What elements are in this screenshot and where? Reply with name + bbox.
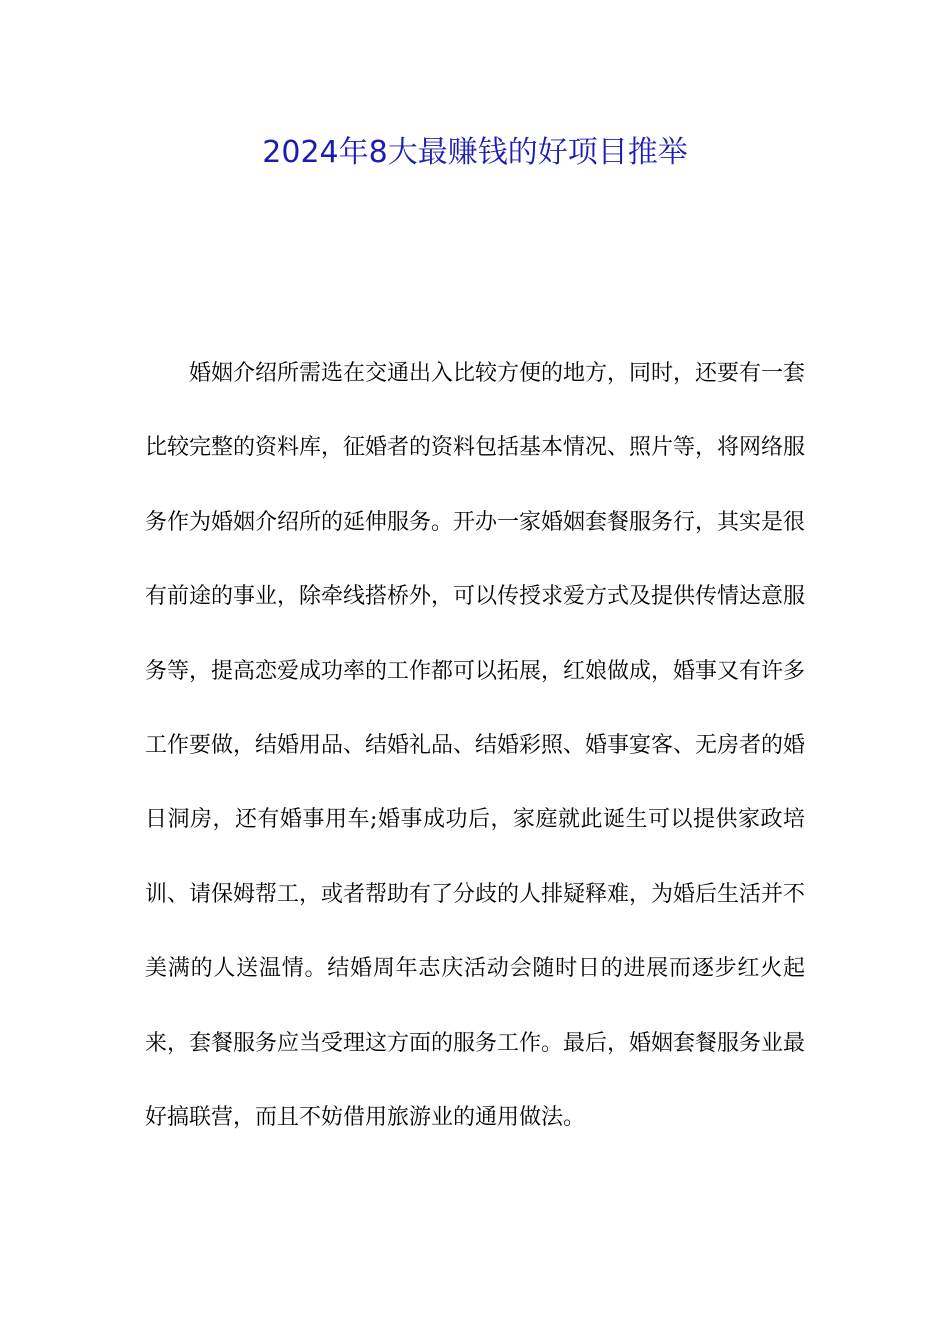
body-paragraph: 婚姻介绍所需选在交通出入比较方便的地方，同时，还要有一套比较完整的资料库，征婚者的资料包括基本情况、照片等，将网络服务作为婚姻介绍所的延伸服务。开办一家婚姻套餐服务行，其实是很有前途的事业，除牵线搭桥外，可以传授求爱方式及提供传情达意服务等，提高恋爱成功率的工作都可以拓展，红娘做成，婚事又有许多工作要做，结婚用品、结婚礼品、结婚彩照、婚事宴客、无房者的婚日洞房，还有婚事用车;婚事成功后，家庭就此诞生可以提供家政培训、请保姆帮工，或者帮助有了分歧的人排疑释难，为婚后生活并不美满的人送温情。结婚周年志庆活动会随时日的进展而逐步红火起来，套餐服务应当受理这方面的服务工作。最后，婚姻套餐服务业最好搞联营，而且不妨借用旅游业的通用做法。 (145, 361, 806, 1131)
document-title: 2024年8大最赚钱的好项目推举 (262, 135, 688, 170)
